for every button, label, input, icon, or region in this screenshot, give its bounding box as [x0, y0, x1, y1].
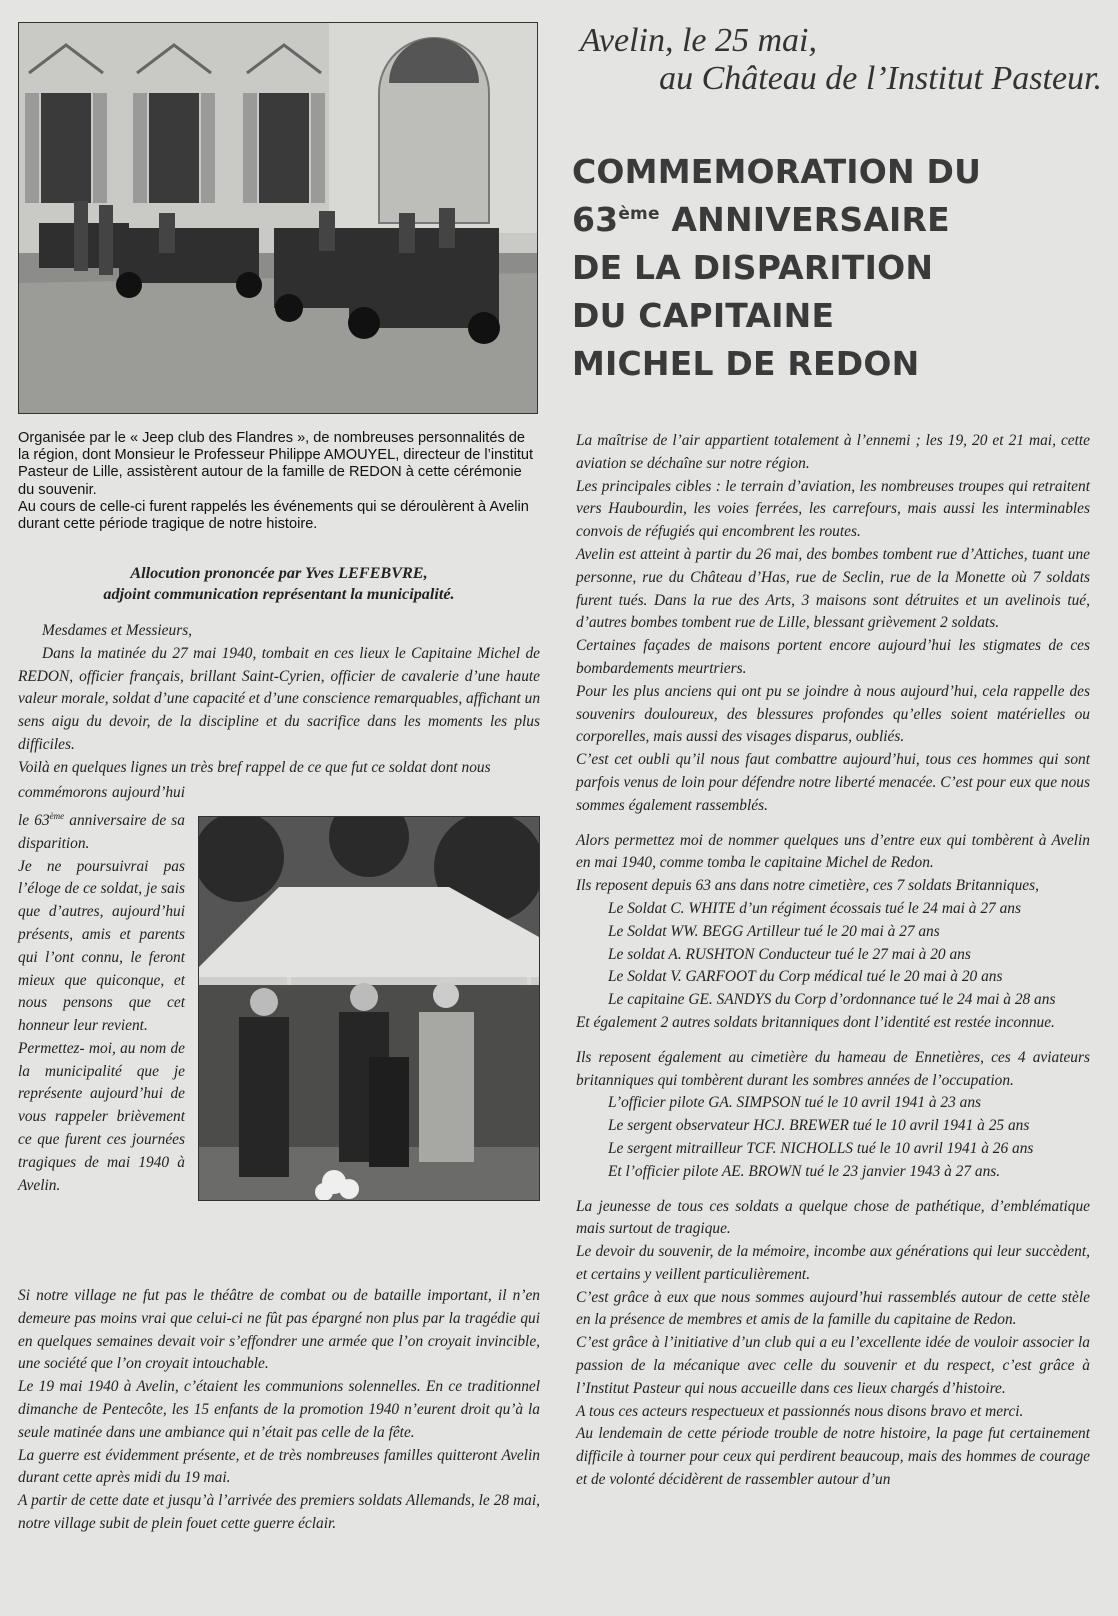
- intro-text: [18, 430, 540, 533]
- headline-line-3: DE LA DISPARITION: [572, 248, 934, 287]
- headline-line-1: COMMEMORATION DU: [572, 152, 982, 191]
- intro-paragraph: Au cours de celle-ci furent rappelés les événements qui se déroulèrent à Avelin durant cette période tragique de notre histoire.: [18, 498, 529, 533]
- speech-paragraph: C’est grâce à eux que nous sommes aujourd’hui rassemblés autour de cette stèle en la présence de membres et amis de la famille du capitaine de Redon.: [576, 1288, 1090, 1329]
- speech-paragraph: C’est grâce à l’initiative d’un club qui a eu l’excellente idée de vouloir associer la passion de la mécanique avec celle du souvenir et du respect, c’est grâce à l’Institut Pasteur qui nous accueille dans ces lieux chargés d’histoire.: [576, 1334, 1090, 1397]
- anniversary-text-start: commémorons aujourd’hui le 63: [18, 784, 185, 829]
- headline-line-2-text: ANNIVERSAIRE: [671, 200, 950, 239]
- speech-paragraph: Je ne poursuivrai pas l’éloge de ce soldat, je sais que d’autres, aujourd’hui présents, amis et parents qui l’ont connu, le feront mieux que quiconque, et nous pensons que cet honneur leur revient.: [18, 857, 185, 1035]
- aviator-entry: L’officier pilote GA. SIMPSON tué le 10 avril 1941 à 23 ans: [608, 1094, 982, 1112]
- intro-paragraph: Organisée par le « Jeep club des Flandres », de nombreuses personnalités de la région, dont Monsieur le Professeur Philippe AMOUYEL, directeur de l’institut Pasteur de Lille, assistèrent autour de la famille de REDON à cette cérémonie du souvenir.: [18, 430, 534, 498]
- speech-paragraph: La guerre est évidemment présente, et de très nombreuses familles quitteront Avelin durant cette après midi du 19 mai.: [18, 1446, 540, 1487]
- anniversary-suffix: ème: [49, 810, 65, 821]
- soldier-entry: Le Soldat WW. BEGG Artilleur tué le 20 mai à 27 ans: [608, 922, 940, 940]
- speech-paragraph: Si notre village ne fut pas le théâtre de combat ou de bataille important, il n’en demeure pas moins vrai que celui-ci ne fût pas épargné non plus par la tragédie qui en quelques semaines devait voir s’effondrer une armée que l’on croyait invincible, une société que l’on croyait intouchable.: [18, 1287, 540, 1373]
- anniversary-text-end: anniversaire de sa disparition.: [18, 811, 185, 852]
- allocution-title-line-2: adjoint communication représentant la municipalité.: [103, 584, 455, 603]
- allocution-title: [18, 563, 540, 604]
- aviator-entry: Le sergent mitrailleur TCF. NICHOLLS tué le 10 avril 1941 à 26 ans: [608, 1139, 1034, 1157]
- subtitle-line-1: Avelin, le 25 mai,: [580, 22, 818, 59]
- speech-paragraph: Permettez- moi, au nom de la municipalité que je représente aujourd’hui de vous rappeler brièvement ce que furent ces journées tragiques de mai 1940 à Avelin.: [18, 1039, 185, 1194]
- speech-paragraph: Les principales cibles : le terrain d’aviation, les nombreuses troupes qui retraitent vers Haubourdin, les voies ferrées, les carrefours, mais aussi les interminables convois de réfugiés qui encombrent les routes.: [576, 477, 1090, 541]
- soldier-entry: Le Soldat C. WHITE d’un régiment écossais tué le 24 mai à 27 ans: [608, 899, 1021, 917]
- ceremony-tent-photo: [198, 816, 540, 1201]
- article-subtitle: [572, 22, 1102, 98]
- speech-paragraph: C’est cet oubli qu’il nous faut combattre aujourd’hui, tous ces hommes qui sont parfois venus de loin pour défendre notre liberté menacée. C’est pour eux que nous sommes également rassemblés.: [576, 751, 1090, 814]
- aviator-entry: Et l’officier pilote AE. BROWN tué le 23 janvier 1943 à 27 ans.: [608, 1162, 1001, 1180]
- speech-paragraph: Certaines façades de maisons portent encore aujourd’hui les stigmates de ces bombardements meurtriers.: [576, 637, 1090, 677]
- soldier-entry: Le soldat A. RUSHTON Conducteur tué le 27 mai à 20 ans: [608, 945, 971, 963]
- speech-paragraph: A tous ces acteurs respectueux et passionnés nous disons bravo et merci.: [576, 1402, 1024, 1420]
- speech-paragraph: Pour les plus anciens qui ont pu se joindre à nous aujourd’hui, cela rappelle des souvenirs douloureux, des blessures profondes qu’elles soient matérielles ou corporelles, mais aussi des visages disparus, oubliés.: [576, 682, 1090, 746]
- subtitle-line-2: au Château de l’Institut Pasteur.: [659, 60, 1102, 97]
- speech-paragraph: Ils reposent également au cimetière du hameau de Ennetières, ces 4 aviateurs britanniques qui tombèrent durant les sombres années de l’occupation.: [576, 1048, 1090, 1089]
- speech-salutation: Mesdames et Messieurs,: [42, 622, 193, 639]
- headline-line-2: [572, 196, 1102, 244]
- soldier-entry: Le Soldat V. GARFOOT du Corp médical tué le 20 mai à 20 ans: [608, 968, 1003, 986]
- headline-ordinal-number: 63: [572, 200, 619, 239]
- speech-paragraph: Le 19 mai 1940 à Avelin, c’étaient les communions solennelles. En ce traditionnel dimanche de Pentecôte, les 15 enfants de la promotion 1940 n’eurent droit qu’à la seule matinée dans une ambiance qui n’était pas celle de la fête.: [18, 1378, 540, 1441]
- speech-paragraph: A partir de cette date et jusqu’à l’arrivée des premiers soldats Allemands, le 28 mai, notre village subit de plein fouet cette guerre éclair.: [18, 1492, 540, 1532]
- soldier-entry: Le capitaine GE. SANDYS du Corp d’ordonnance tué le 24 mai à 28 ans: [608, 991, 1056, 1009]
- aviators-list: [576, 1092, 1090, 1183]
- speech-paragraph: Au lendemain de cette période trouble de notre histoire, la page fut certainement difficile à tourner pour ceux qui perdirent beaucoup, mais des hommes de courage et de volonté décidèrent de rassembler autour d’un: [576, 1425, 1090, 1489]
- soldiers-list: [576, 898, 1090, 1012]
- chateau-jeeps-photo: [18, 22, 538, 414]
- speech-paragraph: [18, 782, 185, 856]
- article-headline: [572, 148, 1102, 388]
- speech-paragraph: Voilà en quelques lignes un très bref rappel de ce que fut ce soldat dont nous: [18, 758, 491, 776]
- speech-paragraph: Et également 2 autres soldats britanniques dont l’identité est restée inconnue.: [576, 1013, 1055, 1031]
- speech-paragraph: La maîtrise de l’air appartient totalement à l’ennemi ; les 19, 20 et 21 mai, cette aviation se déchaîne sur notre région.: [576, 432, 1090, 472]
- speech-right-column: [576, 430, 1090, 1492]
- aviator-entry: Le sergent observateur HCJ. BREWER tué le 10 avril 1941 à 25 ans: [608, 1117, 1030, 1135]
- speech-paragraph: Le devoir du souvenir, de la mémoire, incombe aux générations qui leur succèdent, et certains y veillent particulièrement.: [576, 1243, 1090, 1283]
- speech-paragraph: Alors permettez moi de nommer quelques uns d’entre eux qui tombèrent à Avelin en mai 1940, comme tomba le capitaine Michel de Redon.: [576, 831, 1090, 872]
- speech-left-lower: [18, 1285, 540, 1536]
- speech-paragraph: Ils reposent depuis 63 ans dans notre cimetière, ces 7 soldats Britanniques,: [576, 877, 1039, 895]
- speech-paragraph: Avelin est atteint à partir du 26 mai, des bombes tombent rue d’Attiches, tuant une personne, rue du Château d’Has, rue de Seclin, rue de la Monette où 7 soldats furent tués. Dans la rue des Arts, 3 maisons sont détruites et un avelinois tué, d’autres bombes tombent rue de Lille, blessant grièvement 2 soldats.: [576, 545, 1090, 632]
- headline-line-4: DU CAPITAINE: [572, 296, 835, 335]
- headline-ordinal-suffix: ème: [618, 204, 660, 224]
- speech-paragraph: La jeunesse de tous ces soldats a quelque chose de pathétique, d’emblématique mais surtout de tragique.: [576, 1197, 1090, 1238]
- allocution-title-line-1: Allocution prononcée par Yves LEFEBVRE,: [130, 564, 428, 582]
- speech-left-upper: [18, 620, 540, 780]
- speech-left-narrow: [18, 782, 185, 1197]
- speech-paragraph: Dans la matinée du 27 mai 1940, tombait en ces lieux le Capitaine Michel de REDON, officier français, brillant Saint-Cyrien, officier de cavalerie d’une haute valeur morale, soldat d’une capacité et d’une conscience remarquables, affichant un sens aigu du devoir, de la discipline et du sacrifice dans les moments les plus difficiles.: [18, 644, 541, 753]
- headline-line-5: MICHEL DE REDON: [572, 344, 920, 383]
